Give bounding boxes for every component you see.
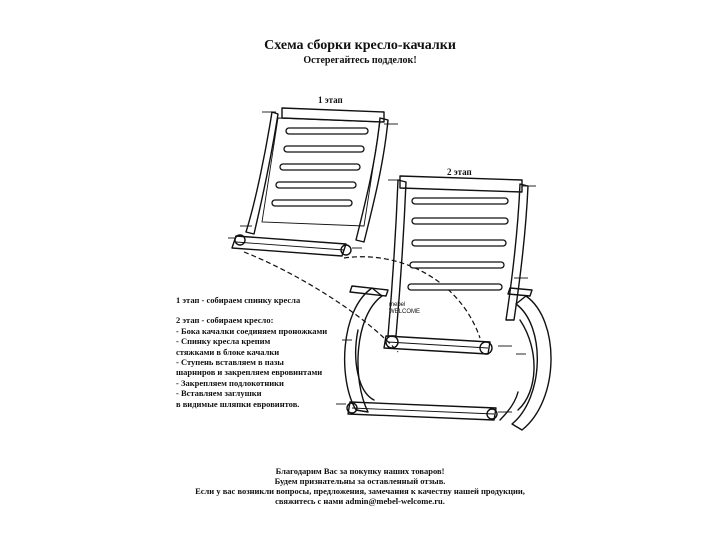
- instruction-step2-title: 2 этап - собираем кресло:: [176, 315, 274, 326]
- instruction-line: - Спинку кресла крепим: [176, 336, 271, 347]
- footer-line: Благодарим Вас за покупку наших товаров!: [275, 466, 445, 476]
- footer-line: Если у вас возникли вопросы, предложения, замечания к качеству нашей продукции,: [195, 486, 525, 496]
- instruction-line: шарниров и закрепляем евровинтами: [176, 367, 323, 378]
- assembly-arrow: [344, 257, 480, 338]
- instruction-line: - Закрепляем подлокотники: [176, 377, 284, 388]
- stage2-rocking-chair: [336, 176, 551, 430]
- page-title: Схема сборки кресло-качалки: [264, 38, 456, 53]
- footer-line: Будем признательны за оставленный отзыв.: [274, 476, 446, 486]
- instruction-line: - Ступень вставляем в пазы: [176, 357, 284, 368]
- brand-line: mebel: [389, 302, 406, 308]
- stage2-label: 2 этап: [447, 167, 472, 177]
- brand-plate: [389, 302, 420, 316]
- stage1-chair-back: [228, 108, 398, 256]
- instruction-line: стяжками в блоке качалки: [176, 346, 280, 357]
- footer-note: [0, 466, 720, 506]
- footer-line: свяжитесь с нами admin@mebel-welcome.ru.: [275, 496, 445, 506]
- stage1-label: 1 этап: [318, 95, 343, 105]
- assembly-instructions: [176, 295, 327, 409]
- instruction-line: - Вставляем заглушки: [176, 388, 262, 399]
- instruction-line: - Бока качалки соединяем проножками: [176, 325, 328, 336]
- brand-line: WELCOME: [389, 309, 421, 315]
- instruction-line: в видимые шляпки евровинтов.: [176, 398, 300, 409]
- instruction-step1: 1 этап - собираем спинку кресла: [176, 295, 301, 305]
- page-subtitle: Остерегайтесь подделок!: [303, 55, 417, 66]
